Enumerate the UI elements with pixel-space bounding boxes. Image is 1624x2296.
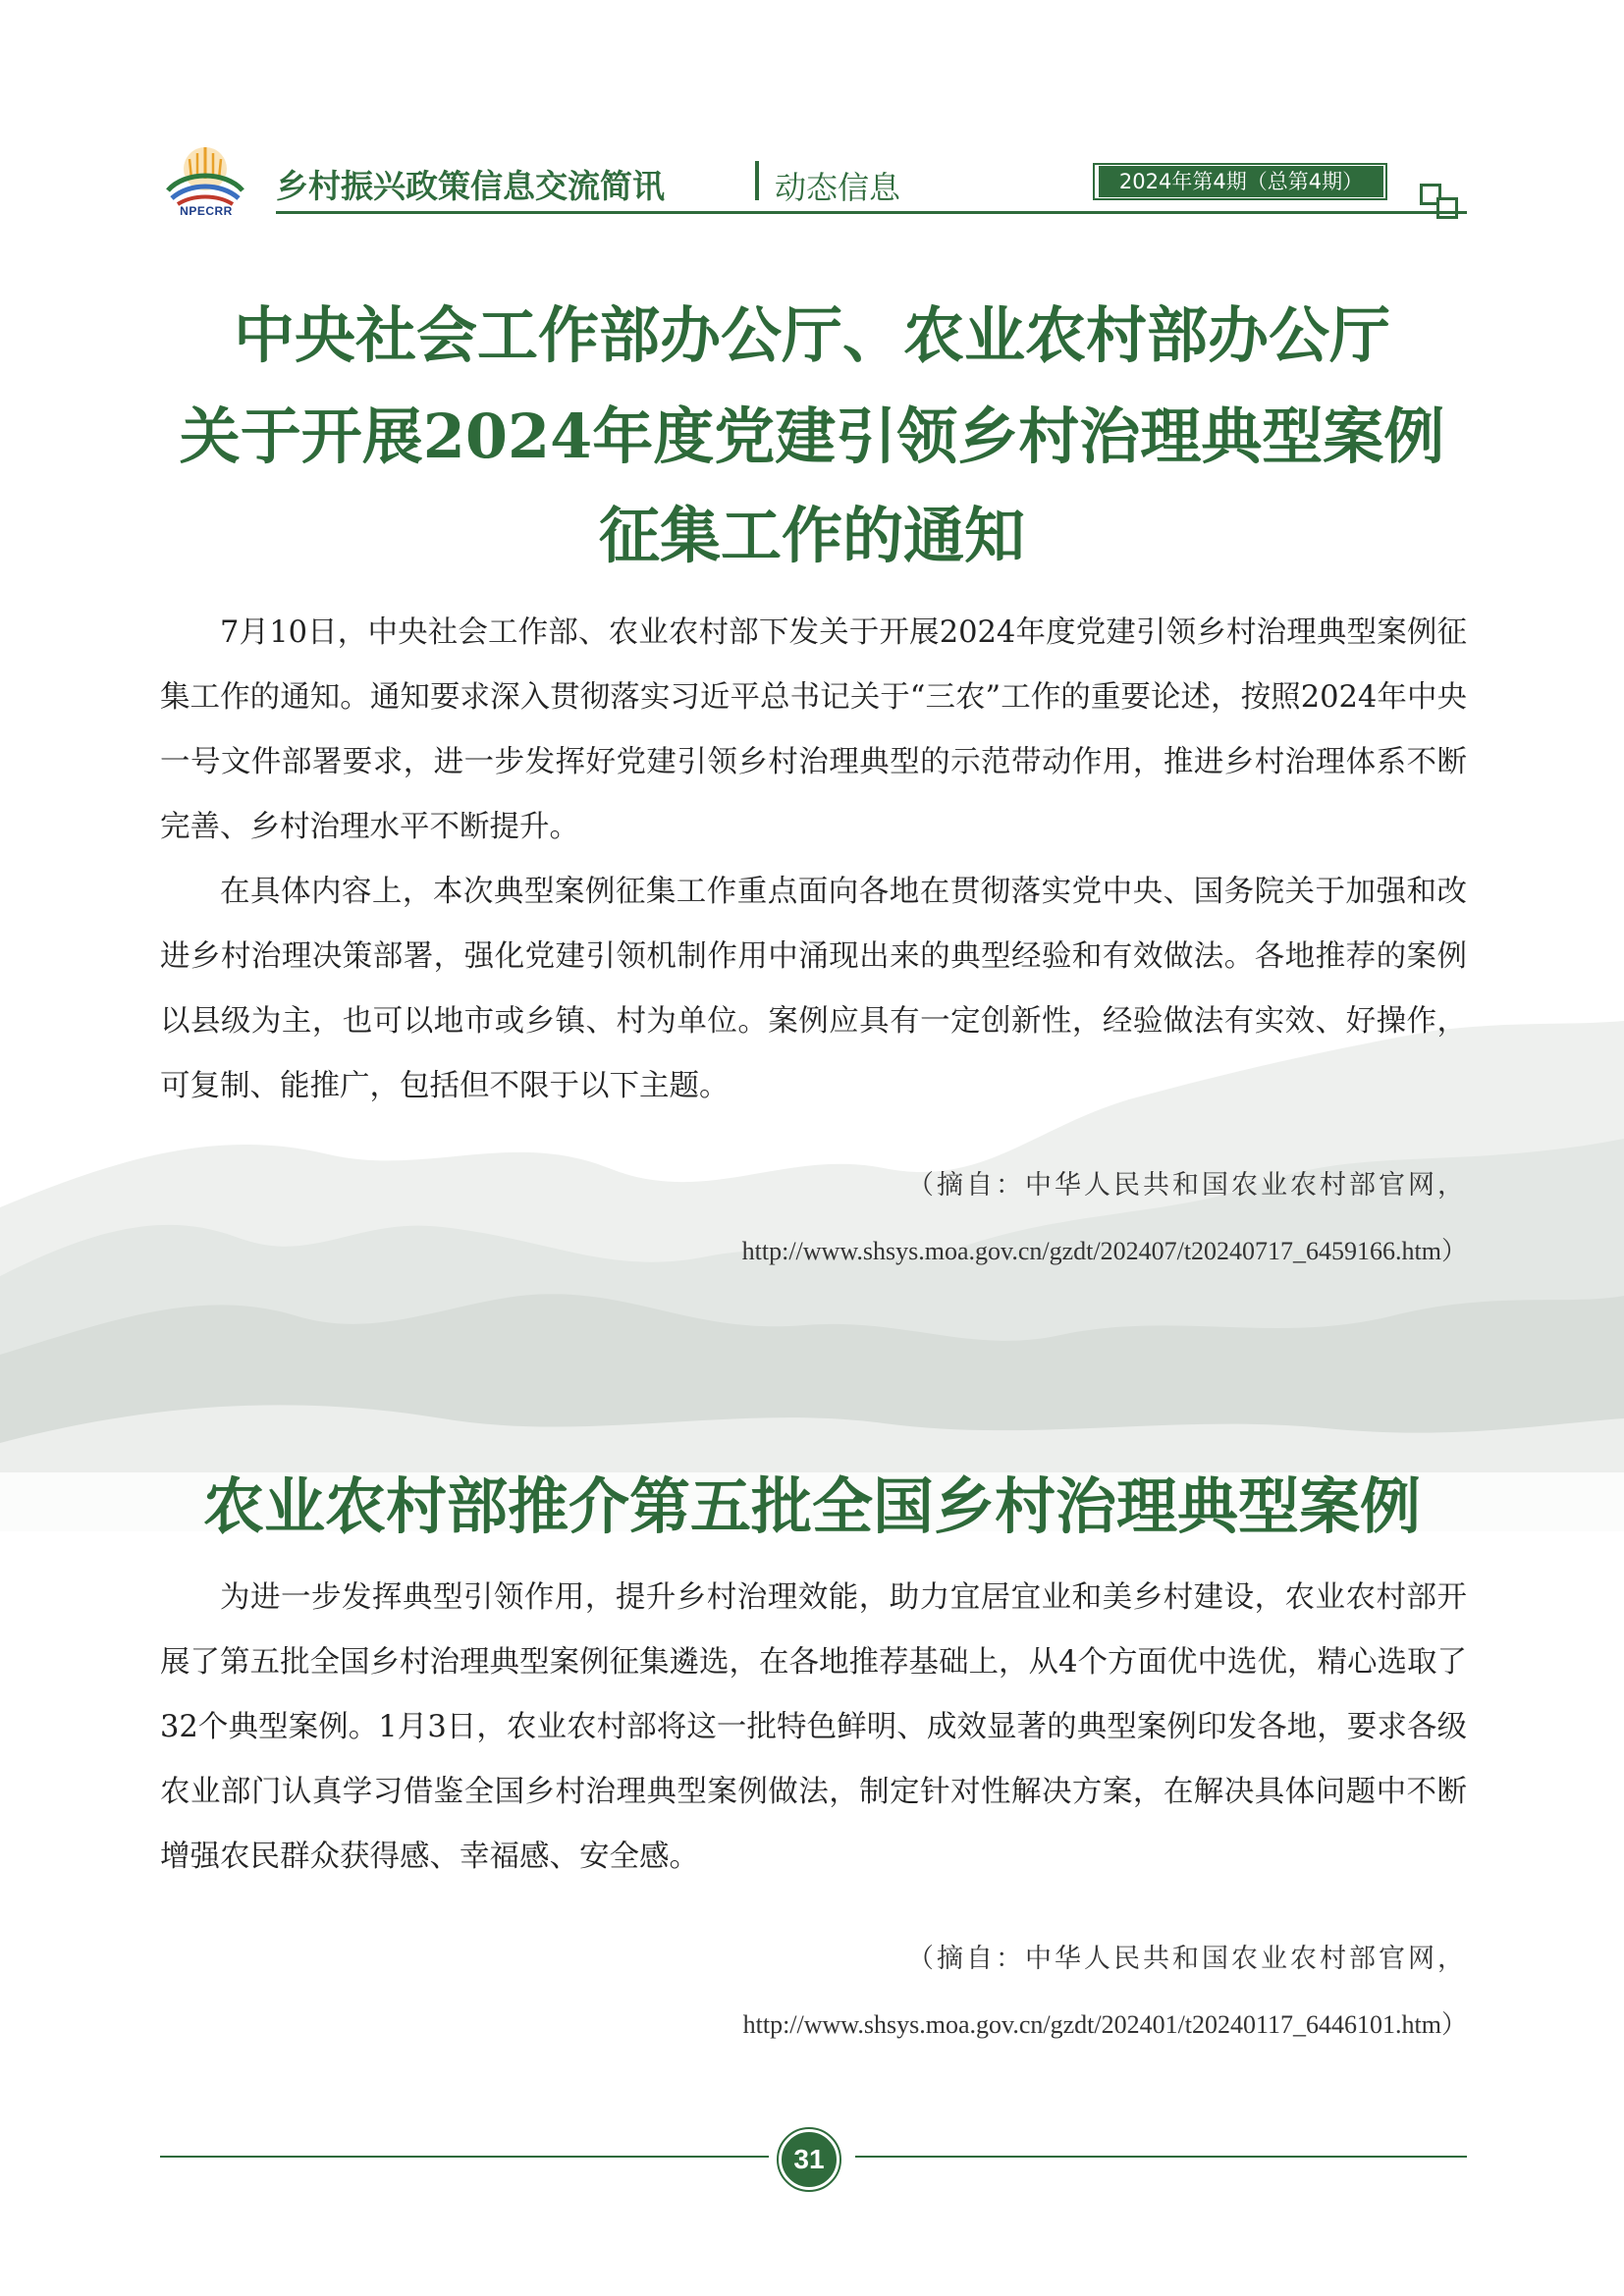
article1-citation: （摘自：中华人民共和国农业农村部官网， <box>907 1170 1467 1201</box>
page-number: 31 <box>779 2129 839 2190</box>
header-separator <box>755 161 759 200</box>
article1-paragraph: 在具体内容上，本次典型案例征集工作重点面向各地在贯彻落实党中央、国务院关于加强和改进乡村治理决策部署，强化党建引领机制作用中涌现出来的典型经验和有效做法。各地推荐的案例以县级为主，也可以地市或乡镇、村为单位。案例应具有一定创新性，经验做法有实效、好操作，可复制、能推广，包括但不限于以下主题。 <box>160 875 1467 1103</box>
corner-square-icon <box>1436 197 1458 219</box>
issue-badge: 2024年第4期（总第4期） <box>1099 166 1383 197</box>
logo-text: NPECRR <box>180 204 233 218</box>
article2-citation: （摘自：中华人民共和国农业农村部官网， <box>907 1944 1467 1974</box>
footer-rule-left <box>160 2156 769 2158</box>
header-rule <box>276 211 1467 214</box>
article1-title-line3: 征集工作的通知 <box>598 500 1025 571</box>
article1-paragraph: 7月10日，中央社会工作部、农业农村部下发关于开展2024年度党建引领乡村治理典型案例征集工作的通知。通知要求深入贯彻落实习近平总书记关于“三农”工作的重要论述，按照2024年中央一号文件部署要求，进一步发挥好党建引领乡村治理典型的示范带动作用，推进乡村治理体系不断完善、乡村治理水平不断提升。 <box>160 615 1467 844</box>
logo <box>160 139 250 220</box>
article2-paragraph: 为进一步发挥典型引领作用，提升乡村治理效能，助力宜居宜业和美乡村建设，农业农村部开展了第五批全国乡村治理典型案例征集遴选，在各地推荐基础上，从4个方面优中选优，精心选取了32个典型案例。1月3日，农业农村部将这一批特色鲜明、成效显著的典型案例印发各地，要求各级农业部门认真学习借鉴全国乡村治理典型案例做法，制定针对性解决方案，在解决具体问题中不断增强农民群众获得感、幸福感、安全感。 <box>160 1580 1467 1874</box>
page-header <box>160 139 1467 220</box>
section-label: 动态信息 <box>775 169 901 206</box>
article1-title-line2: 关于开展2024年度党建引领乡村治理典型案例 <box>179 400 1445 472</box>
article1-title-line1: 中央社会工作部办公厅、农业农村部办公厅 <box>233 299 1390 371</box>
publication-title: 乡村振兴政策信息交流简讯 <box>276 167 665 205</box>
article2-source-url: http://www.shsys.moa.gov.cn/gzdt/202401/t20240117_6446101.htm） <box>742 2010 1467 2039</box>
logo-emblem-icon <box>160 139 250 208</box>
footer-rule-right <box>855 2156 1467 2158</box>
article2-title: 农业农村部推介第五批全国乡村治理典型案例 <box>202 1470 1421 1542</box>
article1-source-url: http://www.shsys.moa.gov.cn/gzdt/202407/t20240717_6459166.htm） <box>741 1237 1467 1265</box>
